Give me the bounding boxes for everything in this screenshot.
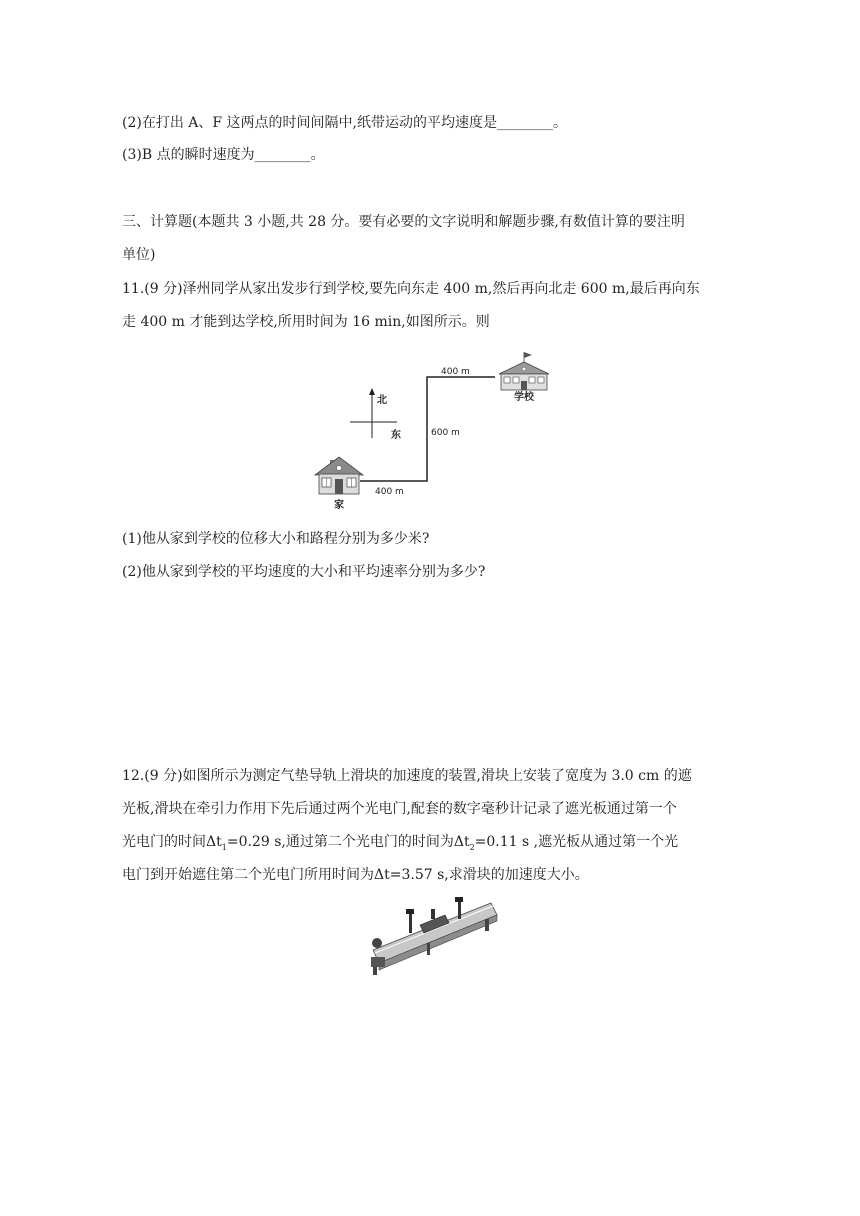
route-label-middle: 600 m bbox=[431, 428, 460, 438]
q12-subscript-1: 1 bbox=[221, 842, 227, 852]
school-icon bbox=[499, 352, 549, 390]
q11-line2: 走 400 m 才能到达学校,所用时间为 16 min,如图所示。则 bbox=[122, 314, 490, 330]
q11-part1: (1)他从家到学校的位移大小和路程分别为多少米? bbox=[122, 531, 430, 547]
q10-part3: (3)B 点的瞬时速度为________。 bbox=[122, 147, 325, 163]
route-diagram bbox=[305, 350, 565, 515]
q12-line1: 12.(9 分)如图所示为测定气垫导轨上滑块的加速度的装置,滑块上安装了宽度为 3.0 cm 的遮 bbox=[122, 768, 692, 784]
school-label: 学校 bbox=[514, 392, 534, 403]
air-track-icon bbox=[371, 897, 497, 975]
home-label: 家 bbox=[334, 500, 344, 511]
compass-north-label: 北 bbox=[377, 395, 387, 406]
q12-line4: 电门到开始遮住第二个光电门所用时间为Δt=3.57 s,求滑块的加速度大小。 bbox=[122, 867, 589, 883]
section3-heading-line2: 单位) bbox=[122, 247, 156, 263]
compass-icon bbox=[350, 388, 397, 438]
q11-part2: (2)他从家到学校的平均速度的大小和平均速率分别为多少? bbox=[122, 564, 486, 580]
house-icon bbox=[315, 457, 363, 494]
compass-east-label: 东 bbox=[391, 430, 401, 441]
q12-line3-part-c: =0.11 s ,遮光板从通过第一个光 bbox=[474, 834, 679, 850]
q12-line3-part-a: 光电门的时间Δt bbox=[122, 834, 222, 850]
route-label-bottom: 400 m bbox=[375, 487, 404, 497]
air-track-apparatus bbox=[365, 895, 505, 980]
q11-line1: 11.(9 分)泽州同学从家出发步行到学校,要先向东走 400 m,然后再向北走 600 m,最后再向东 bbox=[122, 281, 700, 297]
q12-subscript-2: 2 bbox=[469, 842, 475, 852]
q12-line3 bbox=[122, 832, 678, 858]
route-label-top: 400 m bbox=[441, 367, 470, 377]
section3-heading-line1: 三、计算题(本题共 3 小题,共 28 分。要有必要的文字说明和解题步骤,有数值计算的要注明 bbox=[122, 214, 685, 230]
q12-line3-part-b: =0.29 s,通过第二个光电门的时间为Δt bbox=[226, 834, 470, 850]
q10-part2: (2)在打出 A、F 这两点的时间间隔中,纸带运动的平均速度是________。 bbox=[122, 115, 568, 131]
route-path bbox=[360, 377, 495, 481]
q12-line2: 光板,滑块在牵引力作用下先后通过两个光电门,配套的数字毫秒计记录了遮光板通过第一个 bbox=[122, 801, 677, 817]
